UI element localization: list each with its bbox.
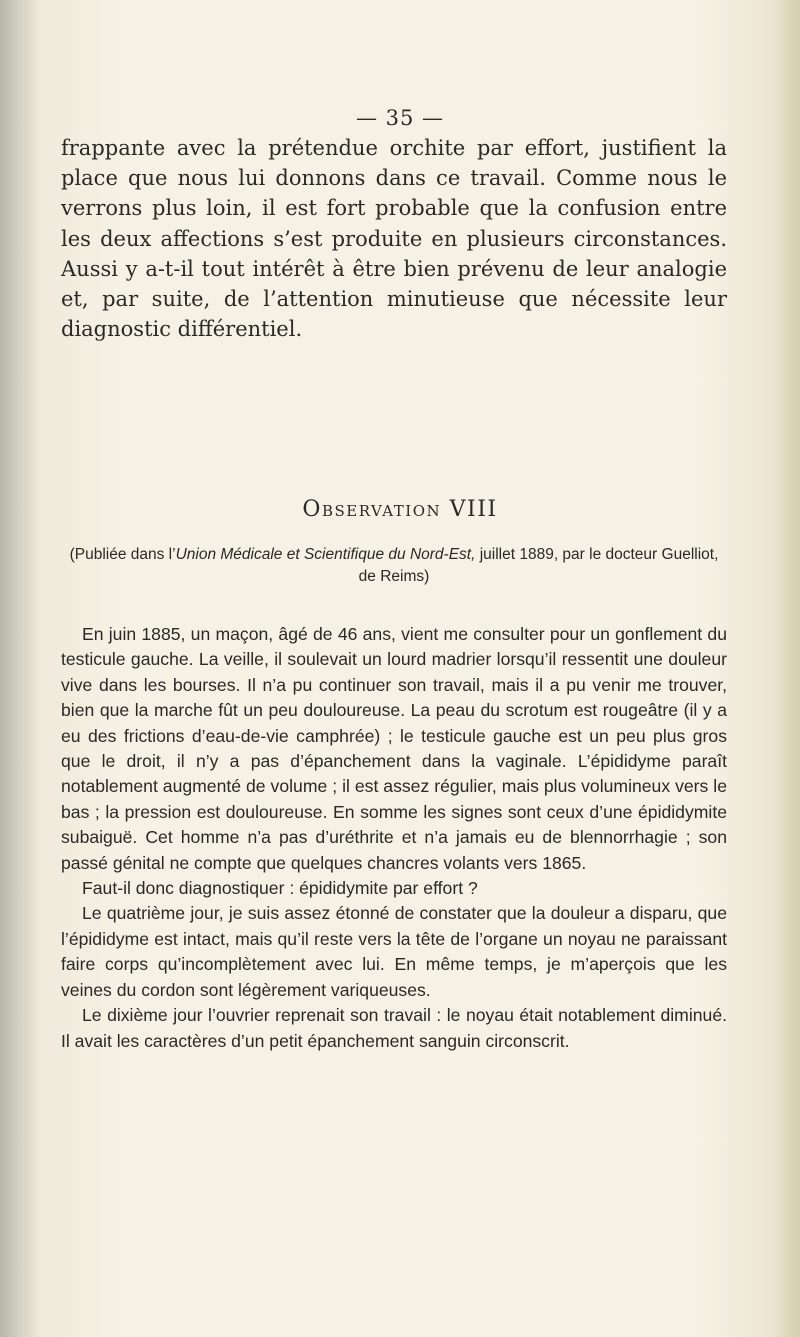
observation-body <box>61 622 727 1054</box>
observation-source <box>61 544 727 587</box>
intro-paragraph: frappante avec la prétendue orchite par effort, justifient la place que nous lui donnons dans ce travail. Comme nous le verrons plus loin, il est fort probable que la confusion entre les deux affections s’est produite en plusieurs circonstances. Aussi y a-t-il tout intérêt à être bien prévenu de leur analogie et, par suite, de l’attention minutieuse que nécessite leur diagnostic différentiel. <box>61 136 727 342</box>
source-suffix: juillet 1889, par le docteur Guelliot, de Reims) <box>358 546 719 585</box>
binding-shadow <box>0 0 38 1337</box>
page-edge <box>776 0 800 1337</box>
observation-paragraph: Faut-il donc diagnostiquer : épididymite par effort ? <box>82 878 478 899</box>
observation-paragraph: Le quatrième jour, je suis assez étonné de constater que la douleur a disparu, que l’épididyme est intact, mais qu’il reste vers la tête de l’organe un noyau ne paraissant faire corps qu’incomplètement avec lui. En même temps, je m’aperçois que les veines du cordon sont légèrement variqueuses. <box>61 903 727 1000</box>
observation-paragraph: Le dixième jour l’ouvrier reprenait son travail : le noyau était notablement diminué. Il avait les caractères d’un petit épanchement sanguin circonscrit. <box>61 1005 727 1051</box>
source-journal: Union Médicale et Scientifique du Nord-Est, <box>175 546 476 563</box>
observation-heading: Observation VIII <box>302 497 498 522</box>
page-number: — 35 — <box>355 106 445 130</box>
observation-paragraph: En juin 1885, un maçon, âgé de 46 ans, vient me consulter pour un gonflement du testicule gauche. La veille, il soulevait un lourd madrier lorsqu’il ressentit une douleur vive dans les bourses. Il n’a pu continuer son travail, mais il a pu venir me trouver, bien que la marche fût un peu douloureuse. La peau du scrotum est rougeâtre (il y a eu des frictions d’eau-de-vie camphrée) ; le testicule gauche est un peu plus gros que le droit, il n’y a pas d’épanchement dans la vaginale. L’épididyme paraît notablement augmenté de volume ; il est assez régulier, mais plus volumineux vers le bas ; la pression est douloureuse. En somme les signes sont ceux d’une épididymite subaiguë. Cet homme n’a pas d’uréthrite et n’a jamais eu de blennorrhagie ; son passé génital ne compte que quelques chancres volants vers 1865. <box>61 624 727 873</box>
source-prefix: (Publiée dans l’ <box>69 546 176 563</box>
